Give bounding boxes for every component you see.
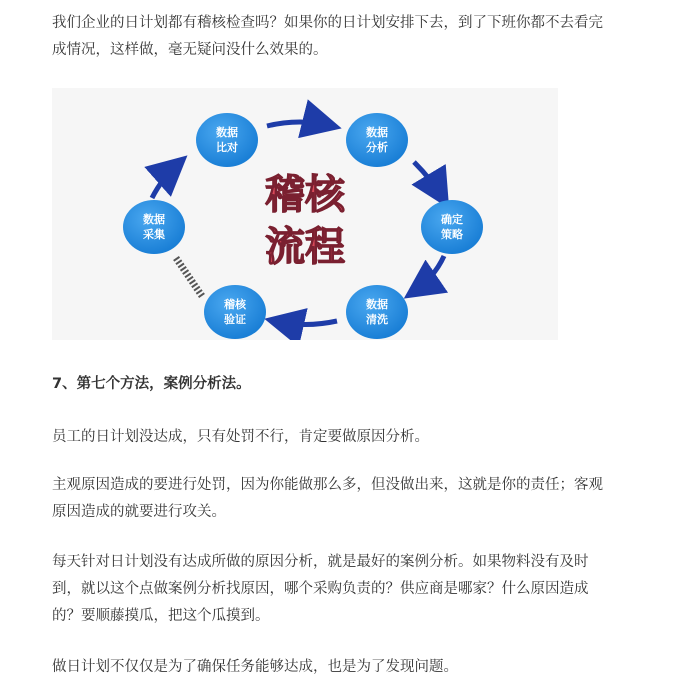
node-compare-line1: 数据 (216, 126, 238, 139)
intro-paragraph: 我们企业的日计划都有稽核检查吗？如果你的日计划安排下去，到了下班你都不去看完成情况，这样做，毫无疑问没什么效果的。 (52, 15, 603, 58)
paragraph-1: 员工的日计划没达成，只有处罚不行，肯定要做原因分析。 (52, 429, 429, 445)
node-strategy-line2: 策略 (441, 228, 463, 241)
node-strategy-line1: 确定 (441, 213, 463, 226)
node-cleanse (346, 285, 408, 339)
paragraph-4: 做日计划不仅仅是为了确保任务能够达成，也是为了发现问题。 (52, 659, 458, 675)
node-verify-line1: 稽核 (224, 298, 246, 311)
node-verify (204, 285, 266, 339)
audit-process-diagram (52, 88, 558, 340)
paragraph-3: 每天针对日计划没有达成所做的原因分析，就是最好的案例分析。如果物料没有及时到，就以这个点做案例分析找原因，哪个采购负责的？供应商是哪家？什么原因造成的？要顺藤摸瓜，把这个瓜摸到。 (52, 554, 589, 624)
center-title-line1: 稽核 (265, 172, 345, 218)
node-collect (123, 200, 185, 254)
section-heading: 7、第七个方法，案例分析法。 (52, 376, 251, 392)
node-collect-line2: 采集 (143, 228, 165, 241)
node-collect-line1: 数据 (143, 213, 165, 226)
node-verify-line2: 验证 (224, 313, 246, 326)
node-cleanse-line2: 清洗 (366, 313, 388, 326)
node-cleanse-line1: 数据 (366, 298, 388, 311)
paragraph-2: 主观原因造成的要进行处罚，因为你能做那么多，但没做出来，这就是你的责任；客观原因造成的就要进行攻关。 (52, 477, 603, 520)
node-compare-line2: 比对 (216, 141, 238, 154)
node-analyze-line1: 数据 (366, 126, 388, 139)
node-analyze (346, 113, 408, 167)
node-compare (196, 113, 258, 167)
node-strategy (421, 200, 483, 254)
center-title-line2: 流程 (265, 224, 345, 270)
node-analyze-line2: 分析 (366, 141, 388, 154)
